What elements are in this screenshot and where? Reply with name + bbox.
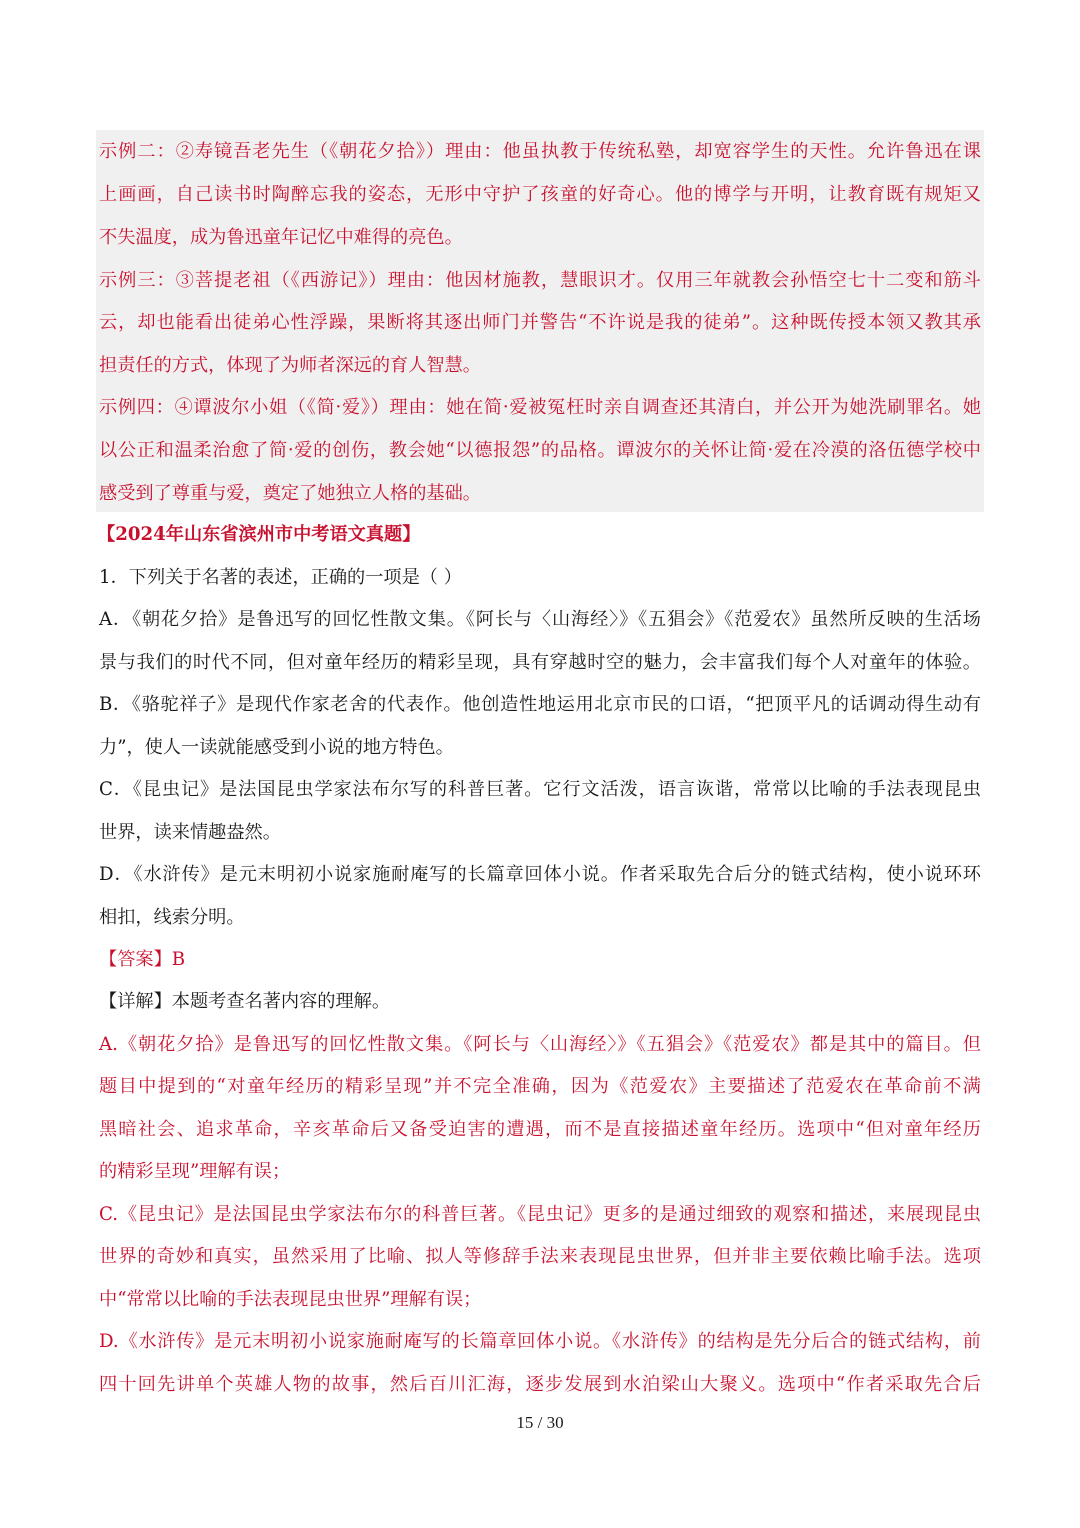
example-line: 不失温度，成为鲁迅童年记忆中难得的亮色。 (99, 227, 463, 248)
detail-intro: 【详解】本题考查名著内容的理解。 (99, 991, 391, 1012)
example-line: 感受到了尊重与爱，奠定了她独立人格的基础。 (99, 483, 481, 504)
example-line: 示例四：④谭波尔小姐（《简·爱》）理由：她在简·爱被冤枉时亲自调查还其清白，并公开为她洗刷罪名。她 (99, 397, 981, 418)
page-number: 15 / 30 (516, 1413, 564, 1432)
detail-line: 世界的奇妙和真实，虽然采用了比喻、拟人等修辞手法来表现昆虫世界，但并非主要依赖比喻手法。选项 (99, 1246, 981, 1267)
question-option-line: 世界，读来情趣盎然。 (99, 822, 281, 843)
example-line: 示例三：③菩提老祖（《西游记》）理由：他因材施教，慧眼识才。仅用三年就教会孙悟空七十二变和筋斗 (99, 270, 981, 291)
question-option-line: C．《昆虫记》是法国昆虫学家法布尔写的科普巨著。它行文活泼，语言诙谐，常常以比喻的手法表现昆虫 (99, 779, 981, 800)
detail-line: A.《朝花夕拾》是鲁迅写的回忆性散文集。《阿长与〈山海经〉》《五猖会》《范爱农》都是其中的篇目。但 (99, 1034, 981, 1055)
question-option-line: B．《骆驼祥子》是现代作家老舍的代表作。他创造性地运用北京市民的口语，“把顶平凡的话调动得生动有 (99, 694, 981, 715)
example-line: 示例二：②寿镜吾老先生（《朝花夕拾》）理由：他虽执教于传统私塾，却宽容学生的天性。允许鲁迅在课 (99, 141, 981, 162)
section-heading: 【2024年山东省滨州市中考语文真题】 (97, 524, 421, 545)
question-option-line: A．《朝花夕拾》是鲁迅写的回忆性散文集。《阿长与〈山海经〉》《五猖会》《范爱农》虽然所反映的生活场 (99, 609, 981, 630)
question-stem: 1．下列关于名著的表述，正确的一项是（ ） (99, 567, 462, 588)
detail-line: C.《昆虫记》是法国昆虫学家法布尔的科普巨著。《昆虫记》更多的是通过细致的观察和描述，来展现昆虫 (99, 1204, 981, 1225)
detail-line: 四十回先讲单个英雄人物的故事，然后百川汇海，逐步发展到水泊梁山大聚义。选项中“作者采取先合后 (99, 1374, 981, 1395)
question-option-line: 力”，使人一读就能感受到小说的地方特色。 (99, 737, 454, 758)
question-option-line: 相扣，线索分明。 (99, 907, 245, 928)
example-line: 以公正和温柔治愈了简·爱的创伤，教会她“以德报怨”的品格。谭波尔的关怀让简·爱在冷漠的洛伍德学校中 (99, 440, 981, 461)
question-option-line: D．《水浒传》是元末明初小说家施耐庵写的长篇章回体小说。作者采取先合后分的链式结构，使小说环环 (99, 864, 981, 885)
detail-line: 题目中提到的“对童年经历的精彩呈现”并不完全准确，因为《范爱农》主要描述了范爱农在革命前不满 (99, 1076, 981, 1097)
example-line: 上画画，自己读书时陶醉忘我的姿态，无形中守护了孩童的好奇心。他的博学与开明，让教育既有规矩又 (99, 184, 981, 205)
detail-line: 黑暗社会、追求革命，辛亥革命后又备受迫害的遭遇，而不是直接描述童年经历。选项中“但对童年经历 (99, 1119, 981, 1140)
detail-line: 的精彩呈现”理解有误； (99, 1161, 291, 1182)
answer-label: 【答案】B (99, 949, 186, 970)
detail-line: 中“常常以比喻的手法表现昆虫世界”理解有误； (99, 1289, 482, 1310)
example-line: 云，却也能看出徒弟心性浮躁，果断将其逐出师门并警告“不许说是我的徒弟”。这种既传授本领又教其承 (99, 312, 981, 333)
example-line: 担责任的方式，体现了为师者深远的育人智慧。 (99, 355, 481, 376)
detail-line: D.《水浒传》是元末明初小说家施耐庵写的长篇章回体小说。《水浒传》的结构是先分后合的链式结构，前 (99, 1331, 981, 1352)
question-option-line: 景与我们的时代不同，但对童年经历的精彩呈现，具有穿越时空的魅力，会丰富我们每个人对童年的体验。 (99, 652, 981, 673)
